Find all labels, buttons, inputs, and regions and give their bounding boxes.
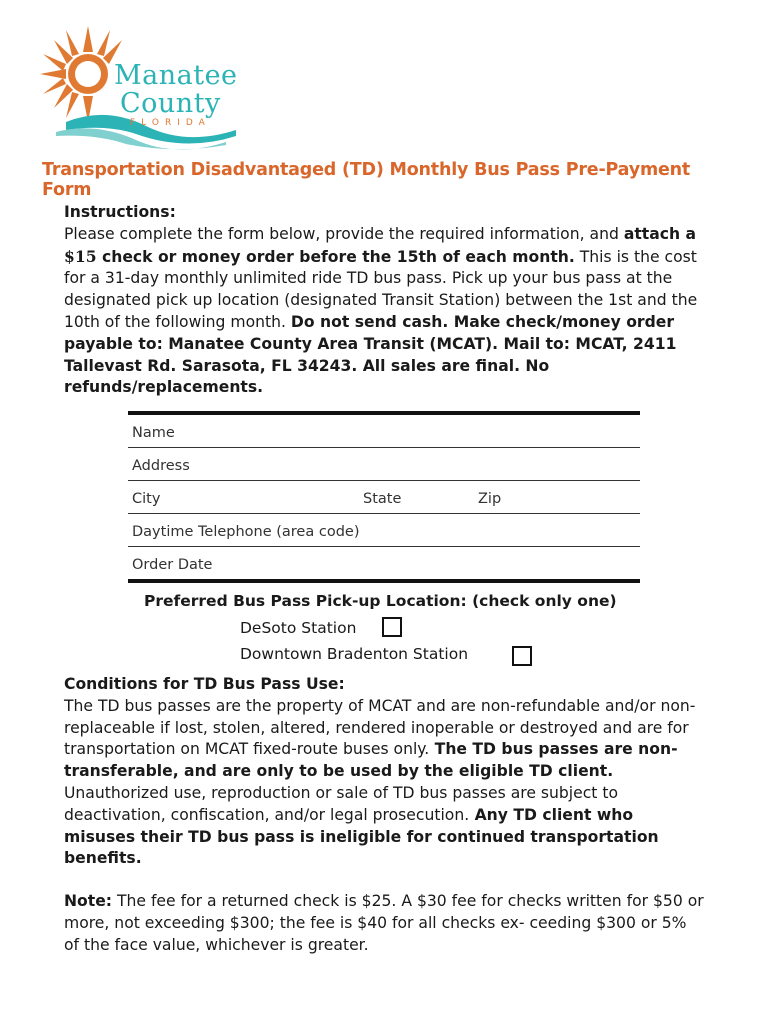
form-bottom-rule: [128, 579, 640, 583]
conditions-text-2: Unauthorized use, reproduction or sale of TD bus passes are subject to deactivation, confiscation, and/or legal prosecution.: [64, 783, 619, 824]
name-field[interactable]: [128, 415, 640, 448]
order-date-field[interactable]: [128, 547, 640, 579]
desoto-station-label: DeSoto Station: [240, 619, 357, 637]
downtown-bradenton-station-label: Downtown Bradenton Station: [240, 645, 469, 663]
downtown-bradenton-station-checkbox[interactable]: [512, 646, 532, 666]
instructions-text-1: Please complete the form below, provide the required information, and: [64, 224, 619, 243]
instructions-bold-payment: Do not send cash. Make check/money order payable to: Manatee County Area Transit (MCAT). Mail to: MCAT, 2411 Tallevast Rd. Sarasota, FL 34243. All sales are final. No refunds/replacements.: [64, 312, 677, 397]
city-state-zip-row[interactable]: [128, 481, 640, 514]
pickup-location-heading: Preferred Bus Pass Pick-up Location: (check only one): [144, 592, 617, 610]
applicant-info-form: [128, 411, 640, 583]
name-label: Name: [132, 425, 175, 441]
instructions-text-2: This is the cost for a 31-day monthly unlimited ride TD bus pass. Pick up your bus pass at the designated pick up location (designated Transit Station) between the 1st and the 10th of the following month.: [64, 247, 698, 331]
instructions-amount: $15: [64, 246, 97, 266]
logo-manatee-text: Manatee: [114, 60, 238, 91]
instructions-bold-deadline: check or money order before the 15th of each month.: [96, 247, 575, 266]
desoto-station-checkbox[interactable]: [382, 617, 402, 637]
conditions-bold-misuse: Any TD client who misuses their TD bus pass is ineligible for continued transportation benefits.: [64, 805, 659, 868]
note-section: [64, 891, 704, 956]
note-text: The fee for a returned check is $25. A $30 fee for checks written for $50 or more, not exceeding $300; the fee is $40 for all checks ex- ceeding $300 or 5% of the face value, whichever is greater.: [64, 892, 704, 954]
logo-county-text: County: [120, 88, 221, 119]
instructions-bold-attach: attach a: [623, 224, 697, 243]
state-label: State: [363, 491, 402, 507]
instructions-section: [64, 202, 704, 399]
note-label: Note:: [64, 892, 113, 910]
logo-florida-text: FLORIDA: [130, 118, 211, 128]
order-date-label: Order Date: [132, 557, 213, 573]
instructions-heading: Instructions:: [64, 203, 176, 221]
city-label: City: [132, 491, 161, 507]
conditions-bold-nontransferable: The TD bus passes are non-transferable, and are only to be used by the eligible TD client.: [64, 740, 678, 781]
conditions-section: [64, 674, 704, 870]
zip-label: Zip: [478, 491, 502, 507]
form-title: Transportation Disadvantaged (TD) Monthly Bus Pass Pre-Payment Form: [42, 160, 691, 200]
conditions-heading: Conditions for TD Bus Pass Use:: [64, 675, 345, 693]
phone-label: Daytime Telephone (area code): [132, 524, 360, 540]
address-field[interactable]: [128, 448, 640, 481]
address-label: Address: [132, 458, 190, 474]
phone-field[interactable]: [128, 514, 640, 547]
conditions-text-1: The TD bus passes are the property of MCAT and are non-refundable and/or non-replaceable if lost, stolen, altered, rendered inoperable or destroyed and are for transportation on MCAT fixed-route buses only.: [64, 696, 696, 759]
manatee-county-logo: [26, 26, 246, 150]
